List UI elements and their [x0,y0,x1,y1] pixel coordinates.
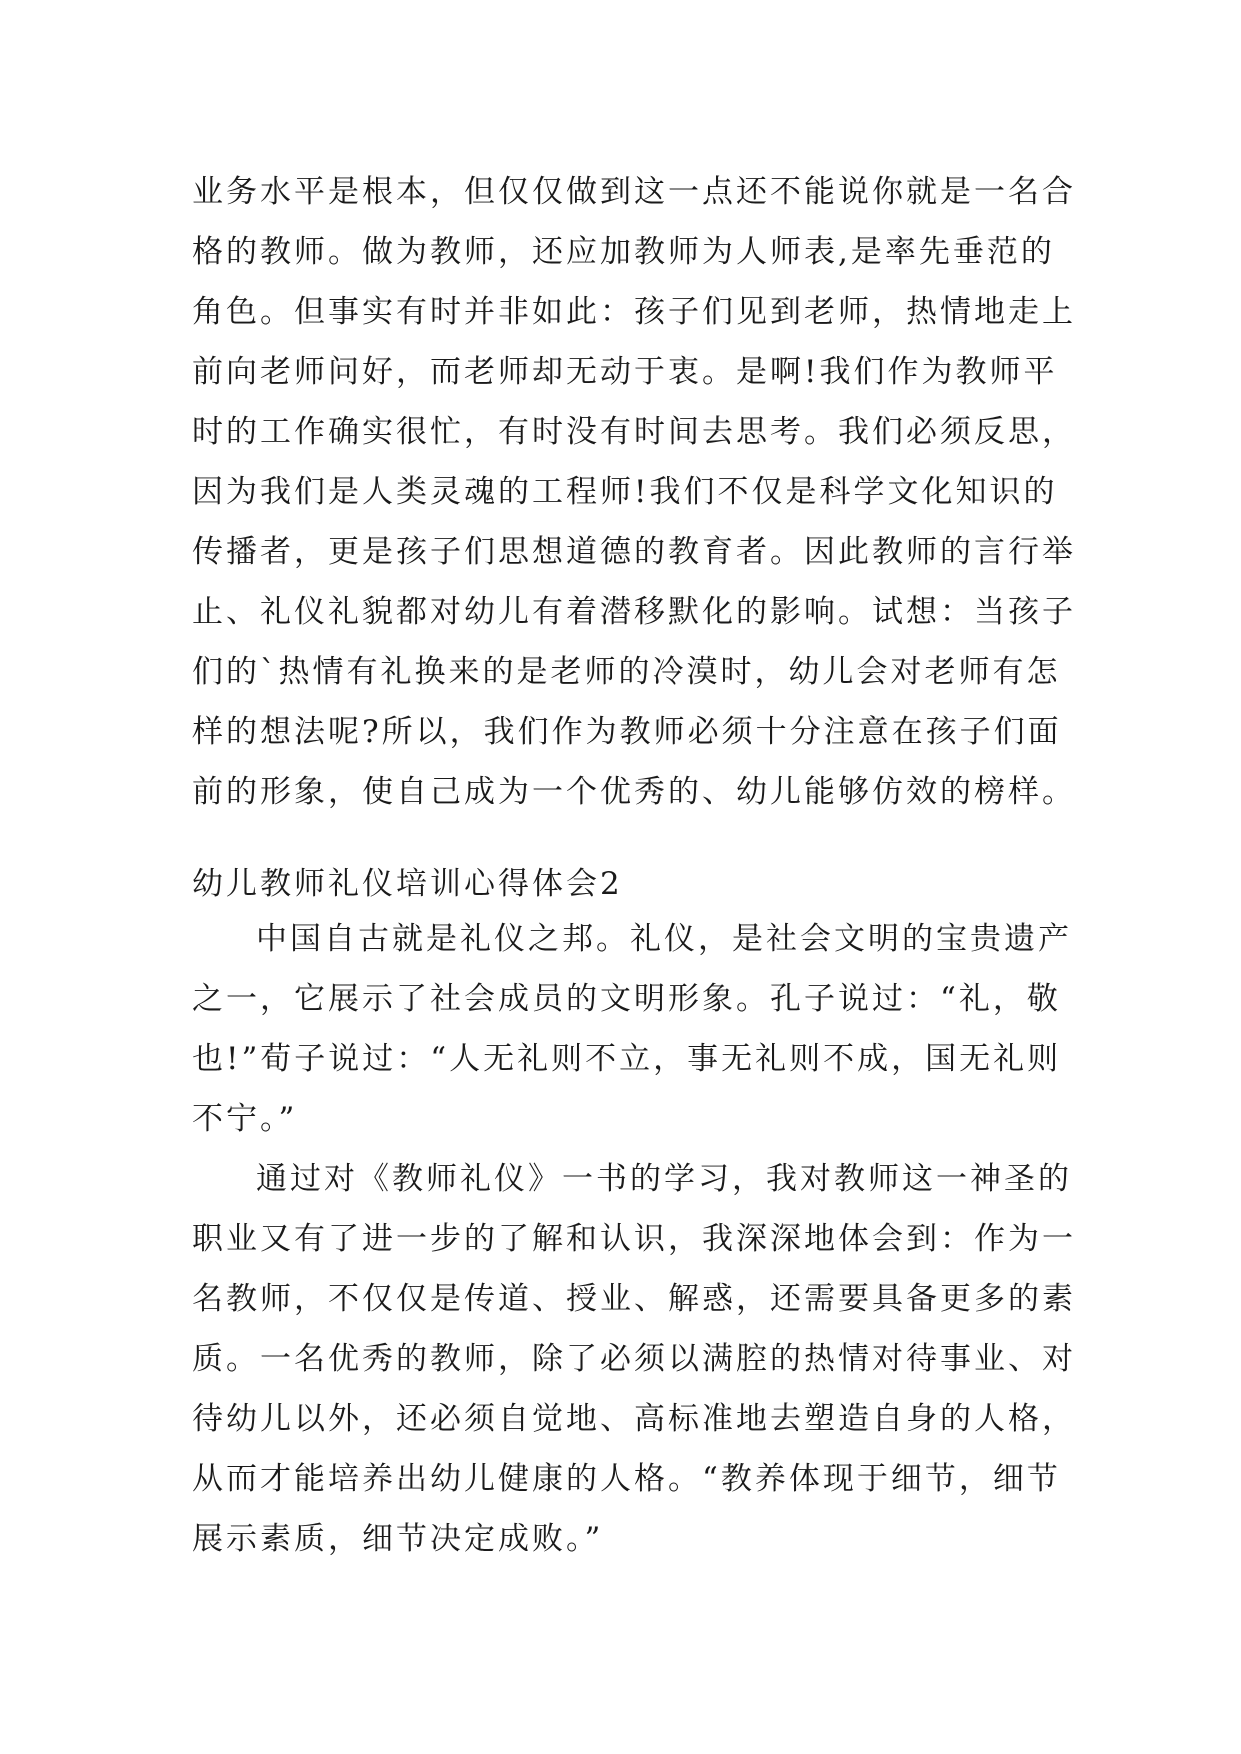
text-line: 通过对《教师礼仪》一书的学习，我对教师这一神圣的 [256,1161,1072,1197]
text-line: 时的工作确实很忙，有时没有时间去思考。我们必须反思， [192,414,1076,450]
text-line: 因为我们是人类灵魂的工程师!我们不仅是科学文化知识的 [192,474,1058,510]
text-line: 传播者，更是孩子们思想道德的教育者。因此教师的言行举 [192,534,1076,570]
text-line: 样的想法呢?所以，我们作为教师必须十分注意在孩子们面 [192,714,1062,750]
text-line: 待幼儿以外，还必须自觉地、高标准地去塑造自身的人格， [192,1401,1076,1437]
text-line: 展示素质，细节决定成败。” [192,1521,604,1557]
section-body [192,909,1076,1569]
text-line: 质。一名优秀的教师，除了必须以满腔的热情对待事业、对 [192,1341,1076,1377]
text-line: 职业又有了进一步的了解和认识，我深深地体会到：作为一 [192,1221,1076,1257]
text-line: 之一，它展示了社会成员的文明形象。孔子说过：“礼，敬 [192,981,1061,1017]
text-line: 不宁。” [192,1101,298,1137]
text-line: 也!”荀子说过：“人无礼则不立，事无礼则不成，国无礼则 [192,1041,1062,1077]
section-title: 幼儿教师礼仪培训心得体会2 [192,866,623,902]
text-line: 从而才能培养出幼儿健康的人格。“教养体现于细节，细节 [192,1461,1061,1497]
text-line: 业务水平是根本，但仅仅做到这一点还不能说你就是一名合 [192,174,1076,210]
text-line: 止、礼仪礼貌都对幼儿有着潜移默化的影响。试想：当孩子 [192,594,1076,630]
text-line: 名教师，不仅仅是传道、授业、解惑，还需要具备更多的素 [192,1281,1076,1317]
text-line: 角色。但事实有时并非如此：孩子们见到老师，热情地走上 [192,294,1076,330]
paragraph [192,909,1072,1149]
text-line: 前的形象，使自己成为一个优秀的、幼儿能够仿效的榜样。 [192,774,1076,810]
text-line: 前向老师问好，而老师却无动于衷。是啊!我们作为教师平 [192,354,1058,390]
paragraph [192,1149,1076,1569]
continued-paragraph [192,162,1076,822]
text-line: 格的教师。做为教师，还应加教师为人师表,是率先垂范的 [192,234,1055,270]
text-line: 中国自古就是礼仪之邦。礼仪，是社会文明的宝贵遗产 [256,921,1072,957]
text-line: 们的`热情有礼换来的是老师的冷漠时，幼儿会对老师有怎 [192,654,1061,690]
